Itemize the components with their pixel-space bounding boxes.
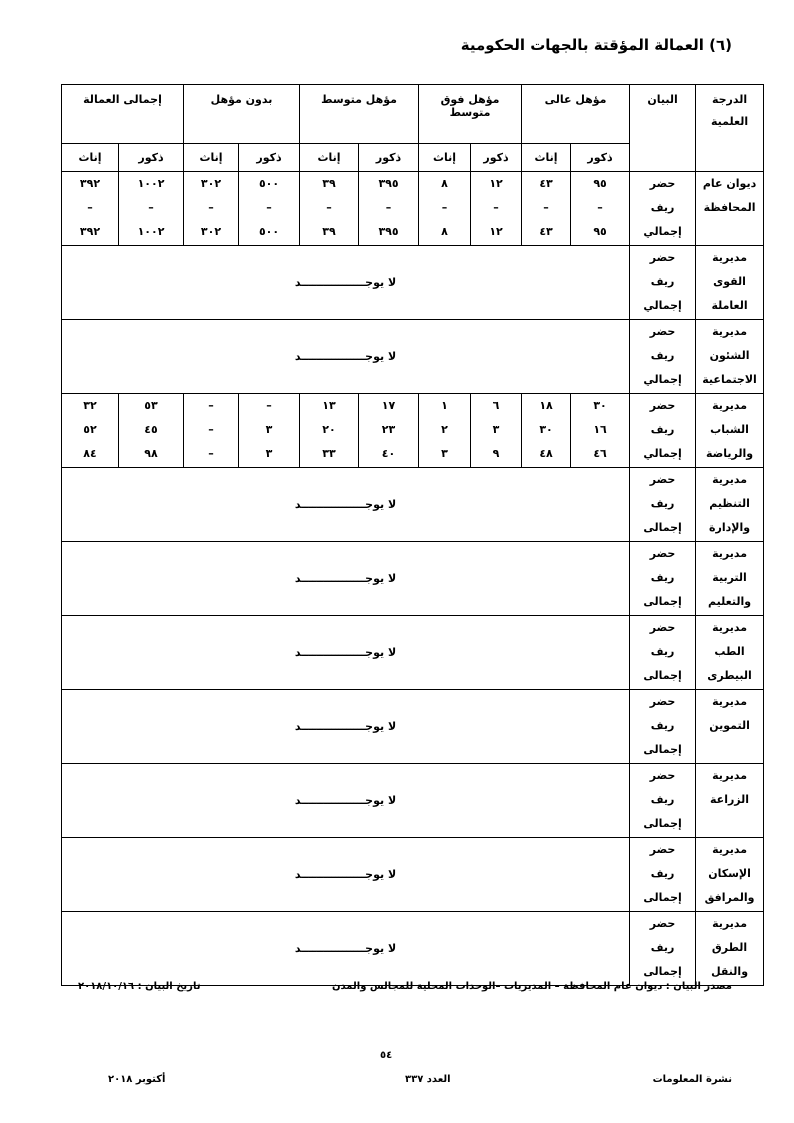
value-cell [300, 394, 359, 468]
value-cell [62, 394, 119, 468]
value-cell [359, 394, 419, 468]
statement-label: ريف [650, 719, 675, 732]
value: ٩ [492, 447, 500, 460]
page-title: (٦) العمالة المؤقتة بالجهات الحكومية [460, 36, 732, 54]
footer-publication: نشرة المعلومات [652, 1074, 732, 1085]
header-group: مؤهل عالى [522, 85, 630, 144]
value: ٥٠٠ [258, 177, 280, 190]
value: – [208, 447, 214, 460]
value-cell [571, 172, 630, 246]
value: ٣ [265, 447, 273, 460]
header-female: إناث [184, 144, 239, 172]
value-cell [239, 394, 300, 468]
value: ٣٢ [83, 399, 97, 412]
value-cell [419, 394, 471, 468]
footer-issue: العدد ٣٣٧ [405, 1074, 451, 1085]
value: – [441, 201, 448, 214]
value-cell [522, 172, 571, 246]
header-female: إناث [419, 144, 471, 172]
entity-name: مديرية الطرق والنقل [696, 912, 764, 986]
statement-labels [630, 468, 696, 542]
no-data-text: لا يوجـــــــــــــــــد [294, 498, 397, 511]
value: ١٠٠٢ [137, 177, 165, 190]
statement-label: إجمالي [643, 225, 682, 238]
value: ٣٣ [322, 447, 336, 460]
table-row [62, 320, 764, 394]
header-group: مؤهل فوق متوسط [419, 85, 522, 144]
entity-name: مديرية التنظيم والإدارة [696, 468, 764, 542]
no-data-text: لا يوجـــــــــــــــــد [294, 572, 397, 585]
value: ٦ [492, 399, 500, 412]
statement-label: ريف [650, 275, 675, 288]
employment-table [61, 84, 764, 986]
value: ٣ [265, 423, 273, 436]
table-row [62, 838, 764, 912]
value: – [208, 423, 214, 436]
header-female: إناث [300, 144, 359, 172]
value-cell [522, 394, 571, 468]
value: ٣٠ [539, 423, 553, 436]
value: ٣٩٥ [378, 225, 399, 238]
statement-label: إجمالى [643, 669, 682, 682]
statement-label: حضر [649, 695, 676, 708]
no-data-text: لا يوجـــــــــــــــــد [294, 646, 397, 659]
statement-label: إجمالى [643, 817, 682, 830]
statement-label: ريف [650, 201, 675, 214]
entity-name: مديرية الشئون الاجتماعية [696, 320, 764, 394]
value-cell [119, 394, 184, 468]
no-data-text: لا يوجـــــــــــــــــد [294, 942, 397, 955]
statement-labels [630, 764, 696, 838]
header-male: ذكور [571, 144, 630, 172]
value: ٨ [441, 177, 448, 190]
value: ٣ [441, 447, 448, 460]
value: ٢٣ [381, 423, 396, 436]
table-row [62, 690, 764, 764]
value-cell [300, 172, 359, 246]
no-data-cell [62, 838, 630, 912]
statement-label: ريف [650, 867, 675, 880]
value: ٣٩٥ [378, 177, 399, 190]
entity-name: مديرية الشباب والرياضة [696, 394, 764, 468]
value-cell [62, 172, 119, 246]
table-row [62, 912, 764, 986]
table-row [62, 542, 764, 616]
statement-label: إجمالى [643, 743, 682, 756]
header-female: إناث [62, 144, 119, 172]
statement-label: إجمالي [643, 373, 682, 386]
no-data-text: لا يوجـــــــــــــــــد [294, 350, 397, 363]
value: ٤٠ [381, 447, 396, 460]
value: ٤٨ [539, 447, 553, 460]
no-data-cell [62, 764, 630, 838]
value: ٤٥ [144, 423, 158, 436]
value: ٨٤ [83, 447, 97, 460]
statement-label: حضر [649, 917, 676, 930]
value-cell [471, 394, 522, 468]
statement-label: ريف [650, 941, 675, 954]
value: ٤٣ [539, 225, 553, 238]
statement-labels [630, 172, 696, 246]
statement-label: ريف [650, 497, 675, 510]
statement-label: إجمالى [643, 595, 682, 608]
value: ٤٦ [593, 447, 607, 460]
value: ٩٥ [593, 225, 607, 238]
source-note: مصدر البيان : ديوان عام المحافظة – المديريات –الوحدات المحلية للمجالس والمدن [332, 981, 732, 992]
no-data-cell [62, 690, 630, 764]
no-data-text: لا يوجـــــــــــــــــد [294, 276, 397, 289]
value: ٥٠٠ [258, 225, 280, 238]
statement-label: حضر [649, 473, 676, 486]
value: – [385, 201, 392, 214]
table-row [62, 172, 764, 246]
statement-label: حضر [649, 177, 676, 190]
page-number: ٥٤ [380, 1050, 393, 1061]
no-data-cell [62, 542, 630, 616]
value-cell [184, 172, 239, 246]
value: ٣٩ [322, 225, 336, 238]
value: ٤٣ [539, 177, 553, 190]
value: ٣ [492, 423, 500, 436]
value: ١٦ [593, 423, 607, 436]
value: – [597, 201, 603, 214]
statement-label: ريف [650, 571, 675, 584]
value-cell [239, 172, 300, 246]
table-row [62, 394, 764, 468]
header-male: ذكور [239, 144, 300, 172]
entity-name: مديرية القوى العاملة [696, 246, 764, 320]
no-data-cell [62, 246, 630, 320]
value-cell [471, 172, 522, 246]
header-degree: الدرجة العلمية [696, 85, 764, 172]
entity-name: مديرية التموين [696, 690, 764, 764]
table-row [62, 616, 764, 690]
statement-label: حضر [649, 769, 676, 782]
value: – [87, 201, 93, 214]
entity-name: مديرية الزراعة [696, 764, 764, 838]
value-cell [359, 172, 419, 246]
value-cell [184, 394, 239, 468]
statement-label: حضر [649, 399, 676, 412]
value: – [148, 201, 154, 214]
value: – [543, 201, 549, 214]
statement-label: حضر [649, 325, 676, 338]
value: ١٨ [539, 399, 553, 412]
value: ١٧ [381, 399, 396, 412]
value: ٣٩٢ [79, 177, 101, 190]
entity-name: ديوان عام المحافظة [696, 172, 764, 246]
value: ٣٠ [593, 399, 607, 412]
statement-label: حضر [649, 843, 676, 856]
value: ٣٠٢ [200, 177, 222, 190]
value: – [208, 201, 214, 214]
value: ٥٣ [144, 399, 158, 412]
header-male: ذكور [359, 144, 419, 172]
value-cell [419, 172, 471, 246]
value: ١ [441, 399, 448, 412]
statement-labels [630, 838, 696, 912]
header-group: إجمالى العمالة [62, 85, 184, 144]
no-data-text: لا يوجـــــــــــــــــد [294, 794, 397, 807]
value: ٨ [441, 225, 448, 238]
value: ٣٩٢ [79, 225, 101, 238]
statement-label: إجمالى [643, 965, 682, 978]
header-group: مؤهل متوسط [300, 85, 419, 144]
statement-label: ريف [650, 793, 675, 806]
statement-label: حضر [649, 547, 676, 560]
table-row [62, 246, 764, 320]
value: ١٠٠٢ [137, 225, 165, 238]
value: – [326, 201, 332, 214]
statement-label: حضر [649, 621, 676, 634]
header-group: بدون مؤهل [184, 85, 300, 144]
header-female: إناث [522, 144, 571, 172]
no-data-cell [62, 912, 630, 986]
value: – [266, 399, 272, 412]
statement-labels [630, 690, 696, 764]
value: ٣٠٢ [200, 225, 222, 238]
statement-label: إجمالي [643, 299, 682, 312]
statement-label: إجمالي [643, 447, 682, 460]
footer-month: أكتوبر ٢٠١٨ [108, 1074, 166, 1085]
value: – [208, 399, 214, 412]
statement-label: ريف [650, 645, 675, 658]
statement-label: حضر [649, 251, 676, 264]
statement-labels [630, 394, 696, 468]
value: ٥٢ [83, 423, 97, 436]
value: ١٢ [489, 177, 503, 190]
value: ٩٥ [593, 177, 607, 190]
no-data-cell [62, 616, 630, 690]
value: ١٣ [322, 399, 336, 412]
no-data-text: لا يوجـــــــــــــــــد [294, 868, 397, 881]
statement-labels [630, 542, 696, 616]
statement-labels [630, 616, 696, 690]
entity-name: مديرية التربية والتعليم [696, 542, 764, 616]
value: ٢ [441, 423, 448, 436]
value-cell [571, 394, 630, 468]
statement-label: ريف [650, 349, 675, 362]
statement-labels [630, 912, 696, 986]
header-male: ذكور [119, 144, 184, 172]
value: ٣٩ [322, 177, 336, 190]
statement-labels [630, 320, 696, 394]
value: ٢٠ [322, 423, 336, 436]
entity-name: مديرية الإسكان والمرافق [696, 838, 764, 912]
table-row [62, 764, 764, 838]
entity-name: مديرية الطب البيطرى [696, 616, 764, 690]
no-data-cell [62, 320, 630, 394]
statement-label: ريف [650, 423, 675, 436]
value: – [266, 201, 272, 214]
header-statement: البيان [630, 85, 696, 172]
statement-label: إجمالى [643, 521, 682, 534]
no-data-text: لا يوجـــــــــــــــــد [294, 720, 397, 733]
statement-labels [630, 246, 696, 320]
value: ١٢ [489, 225, 503, 238]
table-row [62, 468, 764, 542]
value-cell [119, 172, 184, 246]
statement-label: إجمالى [643, 891, 682, 904]
value: ٩٨ [144, 447, 158, 460]
date-note: تاريخ البيان : ٢٠١٨/١٠/١٦ [78, 981, 201, 992]
value: – [493, 201, 499, 214]
no-data-cell [62, 468, 630, 542]
header-male: ذكور [471, 144, 522, 172]
